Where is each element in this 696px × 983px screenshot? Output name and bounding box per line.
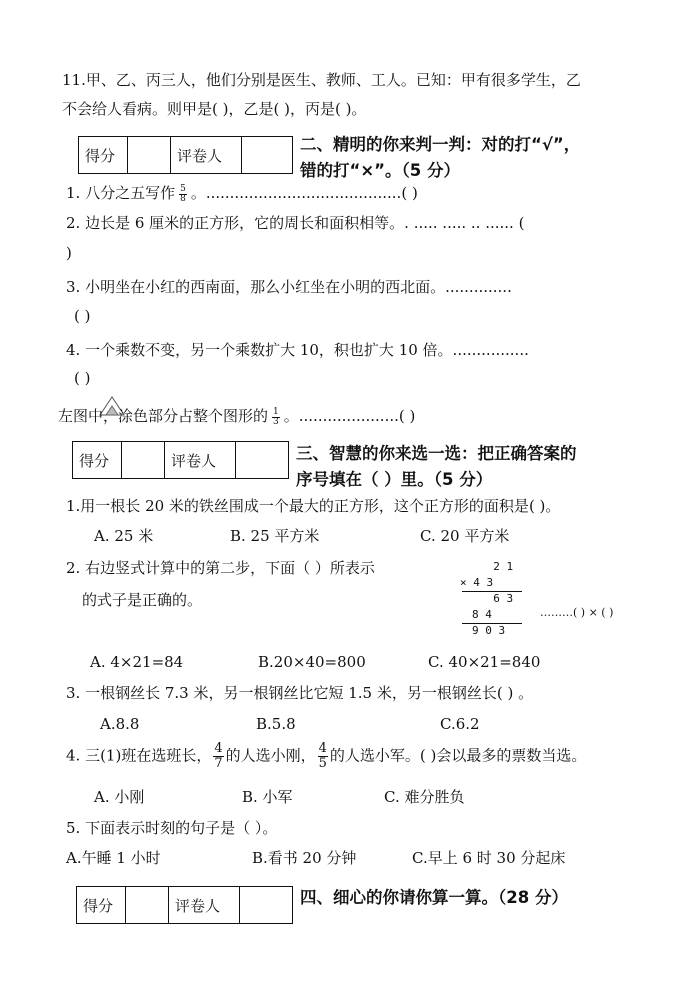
s3-q4-option-c: C. 难分胜负 [384,788,465,806]
grader-cell[interactable] [242,137,293,174]
fraction-4-7: $\frac{4}{7}$ [214,741,223,771]
s3-q2-option-b: B.20×40=800 [258,653,366,671]
grader-cell[interactable] [240,887,293,924]
score-box-section2 [78,136,293,174]
s2-q4-line2: ( ) [74,369,91,387]
q11-line2: 不会给人看病。则甲是( )，乙是( )，丙是( )。 [62,100,367,118]
s3-q3-option-a: A.8.8 [100,715,140,733]
s2-q2-line2: ) [66,244,72,262]
grader-label: 评卷人 [165,442,236,479]
vertical-multiplication [460,560,560,640]
score-box-section3 [72,441,289,479]
score-cell[interactable] [128,137,171,174]
s3-q4 [66,742,586,771]
s3-q1: 1.用一根长 20 米的铁丝围成一个最大的正方形，这个正方形的面积是( )。 [66,497,561,515]
s3-q1-option-c: C. 20 平方米 [420,527,510,545]
s3-q3-option-c: C.6.2 [440,715,480,733]
section4-title: 四、细心的你请你算一算。（28 分） [300,888,568,907]
calc-row3: 6 3 [480,592,514,605]
score-label: 得分 [73,442,122,479]
s3-q3: 3. 一根钢丝长 7.3 米，另一根钢丝比它短 1.5 米，另一根钢丝长( ) 。 [66,684,534,702]
s3-q4-option-a: A. 小刚 [94,788,145,806]
fraction-5-8: $\frac{5}{8}$ [180,183,186,204]
s2-q5 [58,406,415,427]
s3-q4-suffix: 的人选小军。( )会以最多的票数当选。 [329,746,587,765]
s3-q2-line1: 2. 右边竖式计算中的第二步，下面（ ）所表示 [66,559,375,577]
s3-q4-option-b: B. 小军 [242,788,293,806]
calc-annotation: ………( ) × ( ) [540,606,614,619]
fraction-1-3: $\frac{1}{3}$ [273,406,279,427]
calc-row1: 2 1 [480,560,514,573]
s2-q3-line2: ( ) [74,307,91,325]
s3-q1-option-a: A. 25 米 [94,527,154,545]
s2-q1 [66,183,418,204]
section3-title-line1: 三、智慧的你来选一选：把正确答案的 [296,444,577,463]
grader-cell[interactable] [236,442,289,479]
s3-q5-option-b: B.看书 20 分钟 [252,849,357,867]
q11-line1: 11.甲、乙、丙三人，他们分别是医生、教师、工人。已知：甲有很多学生，乙 [62,71,581,89]
grader-label: 评卷人 [169,887,240,924]
fraction-4-5: $\frac{4}{5}$ [318,741,327,771]
section2-title-line2: 错的打“×”。（5 分） [300,161,460,180]
score-cell[interactable] [122,442,165,479]
calc-row4: 8 4 [472,608,492,621]
s3-q2-line2: 的式子是正确的。 [82,591,203,609]
section2-title-line1: 二、精明的你来判一判：对的打“√”， [300,135,581,154]
calc-row2: × 4 3 [460,576,494,589]
score-cell[interactable] [126,887,169,924]
s3-q4-prefix: 4. 三(1)班在选班长， [66,746,212,765]
s3-q5: 5. 下面表示时刻的句子是（ ）。 [66,819,278,837]
s3-q2-option-c: C. 40×21=840 [428,653,541,671]
score-label: 得分 [77,887,126,924]
s2-q5-prefix: 左图中，涂色部分占整个图形的 [58,407,269,425]
s2-q2-line1: 2. 边长是 6 厘米的正方形，它的周长和面积相等。. ..... ..... .. ...... ( [66,214,525,232]
s3-q5-option-c: C.早上 6 时 30 分起床 [412,849,566,867]
s3-q2-option-a: A. 4×21=84 [90,653,184,671]
s3-q4-mid: 的人选小刚， [225,746,316,765]
s2-q1-suffix: 。.........................................( ) [190,184,418,202]
score-label: 得分 [79,137,128,174]
grader-label: 评卷人 [171,137,242,174]
s2-q5-suffix: 。.....................( ) [283,407,416,425]
s2-q3-line1: 3. 小明坐在小红的西南面，那么小红坐在小明的西北面。.............. [66,278,512,296]
s3-q5-option-a: A.午睡 1 小时 [66,849,161,867]
s3-q1-option-b: B. 25 平方米 [230,527,320,545]
s3-q3-option-b: B.5.8 [256,715,296,733]
s2-q4-line1: 4. 一个乘数不变，另一个乘数扩大 10，积也扩大 10 倍。................ [66,341,529,359]
score-box-section4 [76,886,293,924]
section3-title-line2: 序号填在（ ）里。（5 分） [296,470,493,489]
calc-row5: 9 0 3 [472,624,506,637]
s2-q1-prefix: 1. 八分之五写作 [66,184,176,202]
